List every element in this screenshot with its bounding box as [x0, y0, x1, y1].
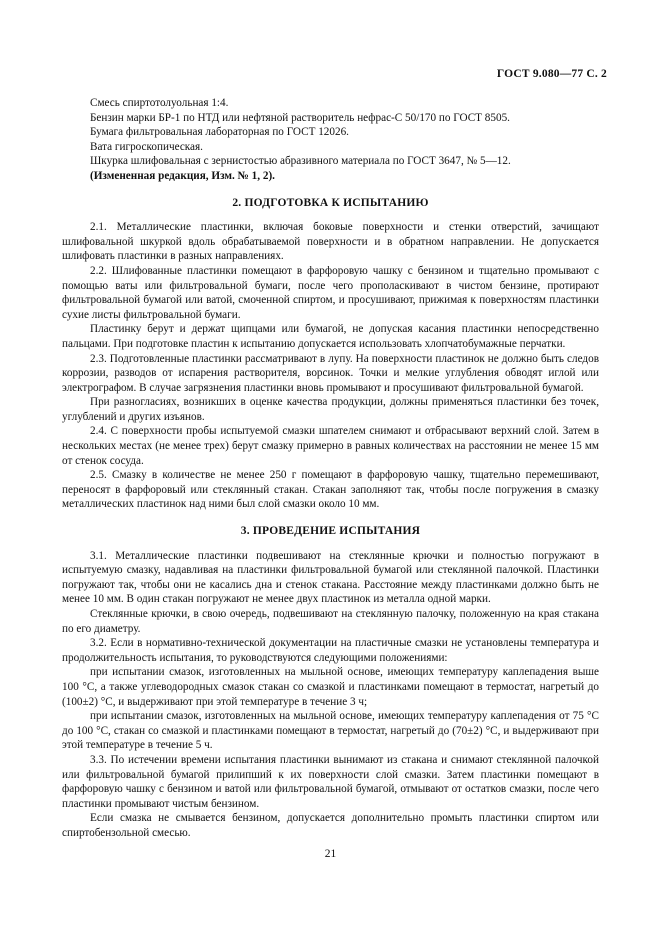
- paragraph: при испытании смазок, изготовленных на мыльной основе, имеющих температуру каплепадения от 75 °С до 100 °С, стакан со смазкой и пластинками помещают в термостат, нагретый до (70±2) °С, и выдерживают при этой температуре в течение 5 ч.: [62, 710, 599, 752]
- paragraph: 2.5. Смазку в количестве не менее 250 г помещают в фарфоровую чашку, тщательно перемешивают, переносят в фарфоровый или стеклянный стакан. Стакан заполняют так, чтобы после погружения в смазку металлических пластинок над ними был слой смазки около 10 мм.: [62, 469, 599, 511]
- paragraph: 3.1. Металлические пластинки подвешивают на стеклянные крючки и полностью погружают в испытуемую смазку, надавливая на пластинки фильтровальной бумагой или стеклянной палочкой. Пластинки погружают так, чтобы они не касались дна и стенок стакана. Расстояние между пластинками должно быть не менее 10 мм. В один стакан погружают не менее двух пластинок из металла одной марки.: [62, 549, 599, 606]
- paragraph: Если смазка не смывается бензином, допускается дополнительно промыть пластинки спиртом или спиртобензольной смесью.: [62, 812, 599, 839]
- materials-list: [62, 96, 599, 184]
- paragraph: 2.4. С поверхности пробы испытуемой смазки шпателем снимают и отбрасывают верхний слой. Затем в нескольких местах (не менее трех) берут смазку примерно в равных количествах на расстоянии не менее 15 мм от стенок сосуда.: [62, 425, 599, 467]
- paragraph: Стеклянные крючки, в свою очередь, подвешивают на стеклянную палочку, положенную на края стакана по его диаметру.: [62, 608, 599, 635]
- document-body: [62, 96, 599, 841]
- material-item: Бензин марки БР-1 по НТД или нефтяной растворитель нефрас-С 50/170 по ГОСТ 8505.: [90, 111, 510, 124]
- page-number: 21: [324, 848, 337, 860]
- section-3-body: [62, 549, 599, 841]
- paragraph: 2.1. Металлические пластинки, включая боковые поверхности и стенки отверстий, зачищают шлифовальной шкуркой вдоль обрабатываемой поверхности и в обратном направлении. Не допускается шлифовать пластинки в разных направлениях.: [62, 221, 599, 263]
- material-item: Шкурка шлифовальная с зернистостью абразивного материала по ГОСТ 3647, № 5—12.: [90, 155, 511, 168]
- section-3-heading: 3. ПРОВЕДЕНИЕ ИСПЫТАНИЯ: [240, 525, 421, 538]
- material-item: Смесь спиртотолуольная 1:4.: [90, 97, 229, 109]
- paragraph: при испытании смазок, изготовленных на мыльной основе, имеющих температуру каплепадения выше 100 °С, а также углеводородных смазок стакан со смазкой и пластинками помещают в термостат, нагретый до (100±2) °С, и выдерживают при этой температуре в течение 3 ч;: [62, 666, 599, 708]
- paragraph: 3.2. Если в нормативно-технической документации на пластичные смазки не установлены температура и продолжительность испытания, то руководствуются следующими положениями:: [62, 637, 599, 664]
- standard-reference: ГОСТ 9.080—77 С. 2: [496, 68, 607, 80]
- revision-note: (Измененная редакция, Изм. № 1, 2).: [90, 169, 275, 182]
- paragraph: При разногласиях, возникших в оценке качества продукции, должны применяться пластинки без точек, углублений и других изъянов.: [62, 396, 599, 423]
- material-item: Вата гигроскопическая.: [90, 140, 203, 153]
- material-item: Бумага фильтровальная лабораторная по ГОСТ 12026.: [90, 126, 349, 139]
- section-2-heading: 2. ПОДГОТОВКА К ИСПЫТАНИЮ: [232, 196, 429, 209]
- paragraph: Пластинку берут и держат щипцами или бумагой, не допуская касания пластинки непосредственно пальцами. При подготовке пластин к испытанию допускается использовать хлопчатобумажные перчатки.: [62, 323, 599, 350]
- paragraph: 3.3. По истечении времени испытания пластинки вынимают из стакана и снимают стеклянной палочкой или фильтровальной бумагой прилипший к их поверхности слой смазки. Затем пластинки помещают в фарфоровую чашку с бензином и ватой или фильтровальной бумагой, отмывают от остатков смазки, после чего пластинки промывают чистым бензином.: [62, 753, 599, 810]
- paragraph: 2.3. Подготовленные пластинки рассматривают в лупу. На поверхности пластинок не должно быть следов коррозии, разводов от испарения растворителя, ворсинок. Точки и мелкие углубления обводят иглой или электрографом. В случае загрязнения пластинки вновь промывают и просушивают фильтровальной бумагой.: [62, 352, 599, 394]
- section-2-body: [62, 220, 599, 512]
- paragraph: 2.2. Шлифованные пластинки помещают в фарфоровую чашку с бензином и тщательно промывают с помощью ваты или фильтровальной бумаги, после чего прополаскивают в чистом бензине, протирают фильтровальной бумагой или ватой, смоченной спиртом, и просушивают, прижимая к поверхностям пластинки сухие листы фильтровальной бумаги.: [62, 264, 599, 321]
